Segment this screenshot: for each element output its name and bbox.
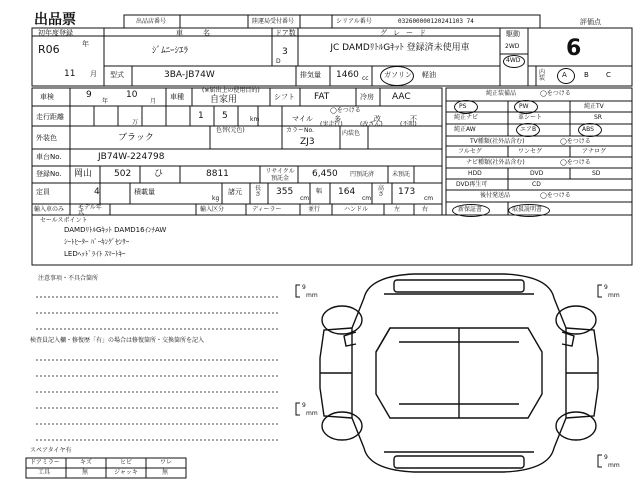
- vehicle-name: ｼﾞﾑﾆｰｼｴﾗ: [152, 46, 189, 56]
- page-title: 出品票: [34, 12, 76, 28]
- length-value: 355: [276, 187, 294, 197]
- interior-b: B: [584, 71, 589, 79]
- recycle-label: リサイクル預託金: [265, 168, 295, 182]
- first-reg-year-suffix: 年: [82, 40, 89, 48]
- capacity-label: 定員: [36, 188, 50, 196]
- interior-label: 内装: [539, 69, 546, 82]
- model-year-label: モデル年式: [78, 204, 102, 216]
- handle-label: ハンドル: [344, 206, 369, 213]
- navi-title: ナビ種類(社外品含む): [466, 159, 525, 166]
- import-label: 輸入車のみ: [34, 206, 65, 213]
- mileage-unit-man: 万: [132, 119, 139, 126]
- first-reg-label: 初年度登録: [38, 29, 73, 37]
- height-value: 173: [398, 187, 416, 197]
- width-unit: cm: [362, 195, 372, 202]
- post-title: 後付発送品: [480, 192, 511, 199]
- ac-value: AAC: [392, 92, 411, 102]
- color-change-label: 色替(元色): [216, 127, 245, 134]
- grade-value: JC DAMDﾘﾄﾙGｷｯﾄ 登録済未使用車: [330, 43, 470, 53]
- first-reg-year: R06: [38, 43, 60, 56]
- reg-number: 8811: [206, 169, 229, 179]
- interior-a: A: [562, 71, 567, 79]
- handle-opt-left: 左: [394, 206, 401, 213]
- eq-abs: ABS: [582, 126, 594, 133]
- tv-opt-1: フルセグ: [458, 148, 482, 155]
- meter-status: ◯をつける: [330, 107, 361, 114]
- tread-front-right-unit: mm: [608, 292, 620, 299]
- post-opt-2: 取扱説明書: [512, 206, 543, 213]
- handle-opt-right: 右: [422, 206, 429, 213]
- inspector-title: 検査員記入欄・修復歴「有」の場合は修復箇所・交換箇所を記入: [30, 337, 205, 344]
- tv-title: TV種類(社外品含む): [470, 138, 525, 145]
- mile-note-3: (不明): [400, 121, 417, 128]
- grade-title: グレード: [380, 29, 432, 37]
- grade-label: 評価点: [580, 18, 601, 26]
- tread-rear-left: 9: [302, 402, 306, 409]
- sales-point-line-1: DAMDﾘﾄﾙGｷｯﾄ DAMD16ｲﾝﾁAW: [64, 226, 167, 234]
- width-label: 幅: [316, 188, 323, 195]
- tools-header-3: ヒビ: [120, 459, 133, 466]
- mile-note-2: (改ざん): [360, 121, 383, 128]
- doors-suffix: D: [276, 58, 281, 65]
- usage-note: (※届出上の使用目的): [202, 87, 260, 94]
- mile-note-1: (実走行): [320, 121, 343, 128]
- mileage-digit-5: 1: [198, 111, 204, 121]
- shift-label: シフト: [274, 93, 295, 101]
- chassis-label: 車台No.: [36, 153, 62, 161]
- shaken-year: 9: [86, 90, 92, 100]
- navi-mark: ◯をつける: [560, 159, 591, 166]
- post-opt-1: 新保証書: [458, 206, 483, 213]
- eq-aw: 純正AW: [454, 126, 476, 133]
- shaken-month-suffix: 月: [150, 98, 157, 105]
- load-unit: kg: [212, 195, 220, 202]
- eq-pw: PW: [519, 103, 529, 110]
- shift-value: FAT: [314, 92, 330, 102]
- eq-ps: PS: [459, 103, 467, 110]
- post-mark: ◯をつける: [540, 192, 571, 199]
- reg-kana: ひ: [154, 169, 164, 179]
- first-reg-month: 11: [64, 69, 76, 79]
- shaken-label: 車検: [40, 93, 54, 101]
- tools-value-4: 無: [162, 469, 169, 476]
- tread-front-right: 9: [604, 284, 608, 291]
- drive-label: 駆動: [506, 30, 520, 38]
- mile-opt-3: 不: [410, 115, 417, 123]
- first-reg-month-suffix: 月: [90, 70, 97, 78]
- height-label: 高さ: [378, 185, 385, 198]
- height-unit: cm: [424, 195, 434, 202]
- fuel-gas: ガソリン: [384, 71, 412, 79]
- recycle-value: 6,450: [312, 169, 338, 179]
- ac-label: 冷房: [360, 93, 374, 101]
- tread-rear-left-unit: mm: [306, 410, 318, 417]
- length-unit: cm: [300, 195, 310, 202]
- tools-header-2: キズ: [80, 459, 92, 466]
- header-label-office: 陸運局受付番号: [252, 18, 295, 25]
- color-value: ブラック: [118, 133, 154, 143]
- mileage-unit-km: km: [250, 116, 260, 123]
- interior-color-label: 内装色: [342, 130, 361, 137]
- navi-opt-1: HDD: [468, 170, 482, 177]
- mileage-label: 走行距離: [36, 113, 64, 121]
- import-type-label: 輸入区分: [200, 206, 225, 213]
- model-label: 型式: [110, 71, 124, 79]
- tread-front-left: 9: [302, 284, 306, 291]
- reg-area: 岡山: [74, 169, 93, 179]
- name-label: 車名: [176, 29, 230, 37]
- import-opt-parallel: 並行: [308, 206, 321, 213]
- tread-rear-right: 9: [604, 454, 608, 461]
- header-label-serial: シリアル番号: [336, 18, 372, 25]
- reg-label: 登録No.: [36, 170, 62, 178]
- eq-airbag: エアB: [520, 126, 537, 133]
- cc-label: 排気量: [300, 71, 321, 79]
- recycle-unit: 円預託済: [350, 171, 375, 178]
- width-value: 164: [338, 187, 356, 197]
- eq-sr: SR: [594, 114, 602, 121]
- capacity-value: 4: [94, 187, 100, 197]
- chassis-value: JB74W-224798: [98, 152, 165, 162]
- usage-value: 自家用: [210, 95, 238, 105]
- tread-rear-right-unit: mm: [608, 462, 620, 469]
- sales-point-line-2: ｼｰﾄﾋｰﾀｰ ﾊﾟｰｷﾝｸﾞｾﾝｻｰ: [64, 238, 130, 246]
- reg-class: 502: [114, 169, 132, 179]
- tools-value-1: 工具: [38, 469, 51, 476]
- usage-label: 車種: [170, 93, 184, 101]
- eq-tv: 純正TV: [584, 103, 604, 110]
- interior-c: C: [606, 71, 611, 79]
- model-value: 3BA-JB74W: [164, 70, 215, 80]
- shaken-year-suffix: 年: [102, 98, 109, 105]
- sales-point-line-3: LEDﾍｯﾄﾞﾗｲﾄ ｽﾏｰﾄｷｰ: [64, 250, 126, 258]
- equipment-title: 純正装備品: [486, 90, 517, 97]
- header-label-store: 出品店番号: [136, 18, 167, 25]
- drive-2wd: 2WD: [505, 43, 520, 50]
- tools-header-4: ワレ: [160, 459, 173, 466]
- cc-unit: cc: [362, 75, 369, 82]
- mileage-digit-6: 5: [222, 111, 228, 121]
- eq-navi: 純正ナビ: [454, 114, 479, 121]
- navi-opt-2: DVD: [530, 170, 544, 177]
- dvd-label: DVD再生可: [456, 181, 488, 188]
- size-label: 諸元: [228, 188, 242, 196]
- cd-label: CD: [532, 181, 541, 188]
- grade-score: 6: [566, 36, 582, 61]
- serial-number: 032600000120241103 74: [398, 18, 474, 25]
- load-label: 積載量: [134, 188, 155, 196]
- recycle-unpaid: 未預託: [392, 171, 411, 178]
- tread-front-left-unit: mm: [306, 292, 318, 299]
- mile-label: マイル: [292, 115, 313, 123]
- tools-value-2: 無: [82, 469, 89, 476]
- tools-header-1: ドアミラー: [30, 459, 60, 466]
- tv-opt-2: ワンセグ: [518, 148, 543, 155]
- tv-opt-3: アナログ: [582, 148, 607, 155]
- doors-value: 3: [282, 47, 288, 57]
- color-no-value: ZJ3: [300, 137, 315, 147]
- color-no-label: カラーNo.: [286, 127, 314, 134]
- eq-leather: 革シート: [518, 114, 543, 121]
- shaken-month: 10: [126, 90, 138, 100]
- caution-title: 注意事項・不具合箇所: [38, 275, 99, 282]
- cc-value: 1460: [336, 70, 359, 80]
- import-opt-dealer: ディーラー: [252, 206, 282, 213]
- color-label: 外装色: [36, 134, 57, 142]
- mile-opt-2: 改: [374, 115, 381, 123]
- doors-label: ドア数: [275, 29, 296, 37]
- navi-opt-3: SD: [592, 170, 601, 177]
- tv-mark: ◯をつける: [560, 138, 591, 145]
- length-label: 長さ: [255, 185, 262, 198]
- fuel-light: 軽油: [422, 71, 436, 79]
- equipment-mark-note: ◯をつける: [540, 90, 571, 97]
- tools-value-3: ジャッキ: [114, 469, 138, 476]
- sales-point-title: セールスポイント: [40, 217, 88, 224]
- spare-tire: スペアタイヤ有: [30, 447, 72, 454]
- mile-opt-1: 多: [334, 115, 341, 123]
- drive-4wd: 4WD: [506, 57, 521, 64]
